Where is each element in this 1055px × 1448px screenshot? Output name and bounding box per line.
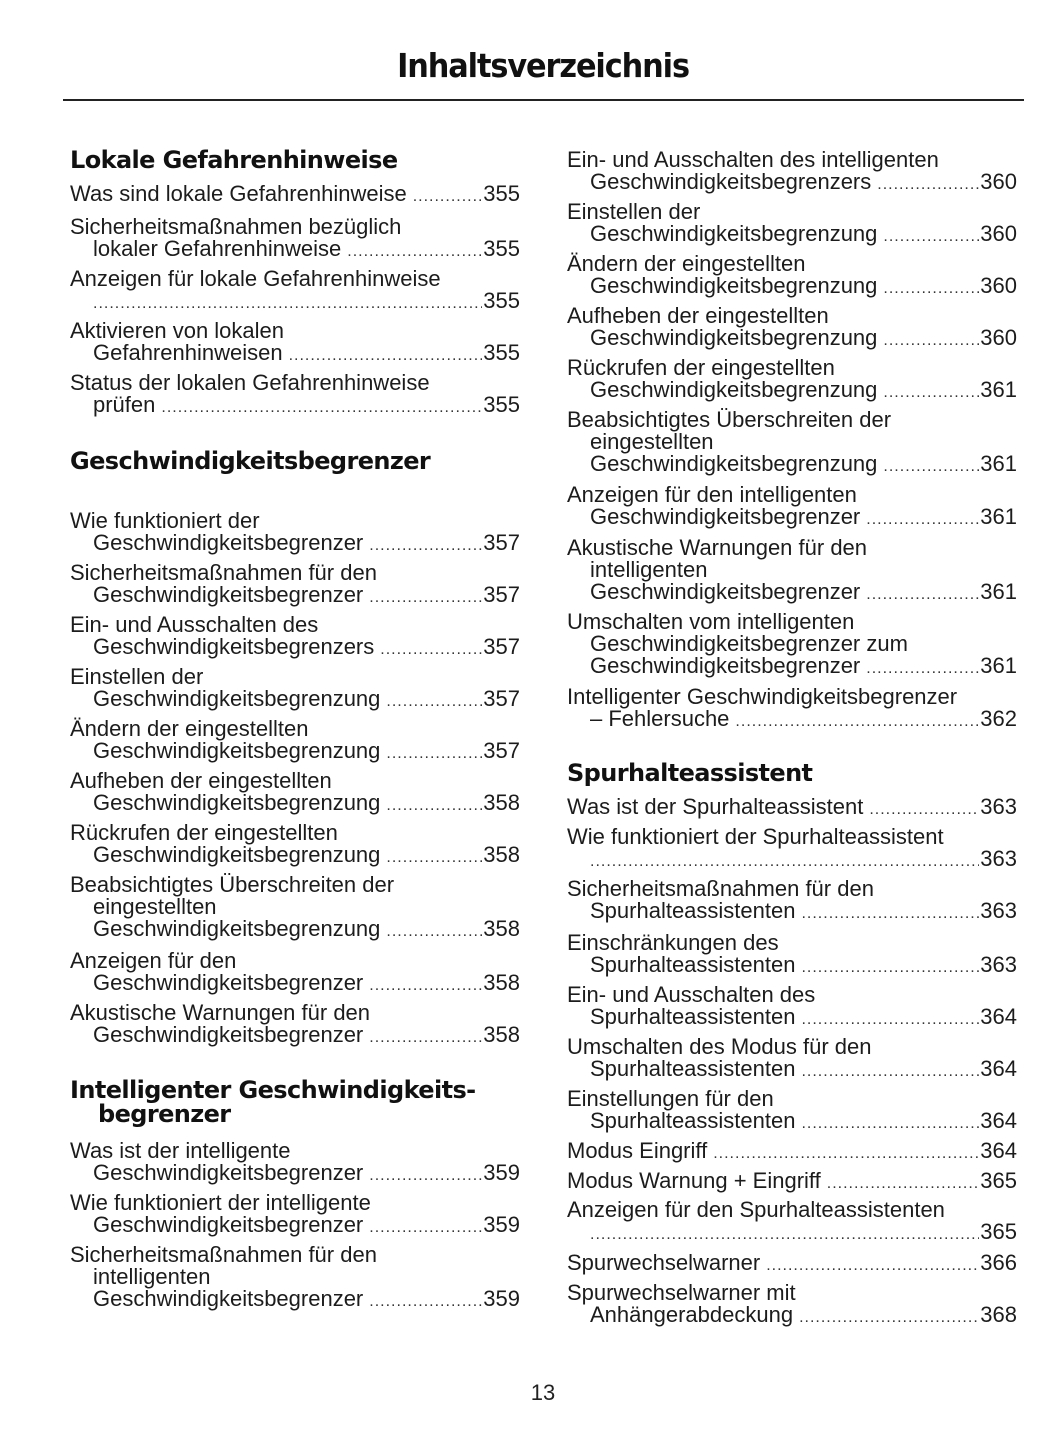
page-reference[interactable]: 363 xyxy=(980,846,1017,871)
toc-entry-wie-funktioniert-der-geschwindigkeitsbeg[interactable] xyxy=(70,510,520,557)
toc-entry-text: Spurhalteassistenten xyxy=(590,1056,796,1081)
dot-leader xyxy=(369,1027,482,1049)
toc-entry-text: lokaler Gefahrenhinweise xyxy=(93,236,342,261)
page-reference[interactable]: 357 xyxy=(483,530,520,555)
toc-entry-text: Geschwindigkeitsbegrenzung xyxy=(93,686,381,711)
toc-entry-text: Rückrufen der eingestellten xyxy=(70,820,338,845)
toc-entry-text: – Fehlersuche xyxy=(590,706,730,731)
toc-entry-text: Akustische Warnungen für den xyxy=(70,1000,371,1025)
dot-leader xyxy=(369,1291,482,1313)
toc-entry-anzeigen-fur-den-intelligenten-geschwind[interactable] xyxy=(567,484,1017,531)
toc-entry-leader-row xyxy=(567,1110,1017,1135)
toc-entry-text: Geschwindigkeitsbegrenzung xyxy=(590,273,878,298)
toc-entry-akustische-warnungen-fur-den-geschwindig[interactable] xyxy=(70,1002,520,1049)
toc-entry-text: Akustische Warnungen für den xyxy=(567,535,868,560)
section-heading-line: Spurhalteassistent xyxy=(567,759,813,787)
toc-entry-text: Einstellen der xyxy=(70,664,204,689)
toc-entry-text: Umschalten des Modus für den xyxy=(567,1034,872,1059)
dot-leader xyxy=(801,1009,979,1031)
dot-leader xyxy=(801,1113,979,1135)
toc-entry-ein-und-ausschalten-des-geschwindigkeits[interactable] xyxy=(70,614,520,661)
toc-entry-text: Was sind lokale Gefahrenhinweise xyxy=(70,181,407,206)
toc-entry-text: Wie funktioniert der Spurhalteassistent xyxy=(567,824,944,849)
page-reference[interactable]: 360 xyxy=(980,221,1017,246)
page-reference[interactable]: 358 xyxy=(483,790,520,815)
page-reference[interactable]: 361 xyxy=(980,579,1017,604)
toc-entry-leader-row xyxy=(70,972,520,997)
toc-entry-text: Spurhalteassistenten xyxy=(590,1108,796,1133)
toc-entry-leader-row xyxy=(70,342,520,367)
title-divider xyxy=(63,99,1024,101)
dot-leader xyxy=(866,509,979,531)
toc-entry-wie-funktioniert-der-intelligente-geschw[interactable] xyxy=(70,1192,520,1239)
toc-entry-text: Geschwindigkeitsbegrenzer xyxy=(93,1286,364,1311)
toc-entry-text: Sicherheitsmaßnahmen für den xyxy=(70,560,377,585)
toc-entry-leader-row xyxy=(70,290,520,315)
toc-entry-text: Geschwindigkeitsbegrenzer xyxy=(590,579,861,604)
toc-entry-text: prüfen xyxy=(93,392,156,417)
toc-entry-modus-eingriff[interactable] xyxy=(567,1140,1017,1165)
toc-entry-umschalten-des-modus-fur-den-spurhalteas[interactable] xyxy=(567,1036,1017,1083)
toc-entry-leader-row xyxy=(567,848,1017,873)
page-reference[interactable]: 357 xyxy=(483,686,520,711)
toc-entry-leader-row xyxy=(70,792,520,817)
dot-leader xyxy=(386,847,482,869)
section-heading-line: Intelligenter Geschwindigkeits- xyxy=(70,1076,476,1104)
toc-entry-sicherheitsmassnahmen-fur-den-spurhaltea[interactable] xyxy=(567,878,1017,925)
page-number: 13 xyxy=(530,1380,556,1405)
toc-entry-sicherheitsmassnahmen-fur-den-intelligen[interactable] xyxy=(70,1244,520,1313)
toc-entry-ein-und-ausschalten-des-intelligenten-ge[interactable] xyxy=(567,149,1017,196)
toc-entry-einschrankungen-des-spurhalteassistenten[interactable] xyxy=(567,932,1017,979)
dot-leader xyxy=(369,587,482,609)
toc-entry-text: Beabsichtigtes Überschreiten der xyxy=(70,872,395,897)
toc-entry-text: Beabsichtigtes Überschreiten der xyxy=(567,407,892,432)
toc-entry-text: Einstellungen für den xyxy=(567,1086,774,1111)
page-reference[interactable]: 363 xyxy=(980,794,1017,819)
dot-leader xyxy=(590,1224,979,1246)
toc-entry-text: Aktivieren von lokalen xyxy=(70,318,285,343)
toc-entry-text: Geschwindigkeitsbegrenzung xyxy=(93,916,381,941)
toc-entry-text: Geschwindigkeitsbegrenzer xyxy=(93,1160,364,1185)
toc-entry-leader-row xyxy=(567,581,1017,606)
toc-entry-beabsichtigtes-uberschreiten-der-eingest[interactable] xyxy=(70,874,520,943)
toc-entry-leader-row xyxy=(567,954,1017,979)
dot-leader xyxy=(289,345,483,367)
toc-entry-text: Geschwindigkeitsbegrenzer xyxy=(93,1022,364,1047)
page-reference[interactable]: 364 xyxy=(980,1108,1017,1133)
dot-leader xyxy=(386,743,482,765)
toc-entry-text: Geschwindigkeitsbegrenzer xyxy=(590,653,861,678)
toc-entry-text: Spurhalteassistenten xyxy=(590,898,796,923)
page-reference[interactable]: 355 xyxy=(483,288,520,313)
toc-entry-text: Geschwindigkeitsbegrenzung xyxy=(590,377,878,402)
dot-leader xyxy=(735,711,979,733)
toc-entry-text: Spurwechselwarner mit xyxy=(567,1280,796,1305)
toc-entry-text: Was ist der intelligente xyxy=(70,1138,291,1163)
toc-entry-leader-row xyxy=(70,183,520,208)
toc-entry-text: Geschwindigkeitsbegrenzer xyxy=(590,504,861,529)
page-reference[interactable]: 355 xyxy=(483,340,520,365)
toc-entry-spurwechselwarner[interactable] xyxy=(567,1252,1017,1277)
toc-entry-leader-row xyxy=(567,379,1017,404)
toc-entry-ruckrufen-der-eingestellten-geschwindigk[interactable] xyxy=(70,822,520,869)
page-reference[interactable]: 363 xyxy=(980,898,1017,923)
dot-leader xyxy=(386,691,482,713)
toc-entry-text: Ändern der eingestellten xyxy=(70,716,309,741)
toc-entry-text: Geschwindigkeitsbegrenzung xyxy=(93,842,381,867)
toc-entry-ein-und-ausschalten-des-spurhalteassiste[interactable] xyxy=(567,984,1017,1031)
toc-entry-leader-row xyxy=(70,1288,520,1313)
toc-entry-text: Geschwindigkeitsbegrenzer xyxy=(93,970,364,995)
toc-entry-text: Rückrufen der eingestellten xyxy=(567,355,835,380)
page-reference[interactable]: 364 xyxy=(980,1004,1017,1029)
toc-entry-leader-row xyxy=(70,238,520,263)
toc-entry-text: eingestellten xyxy=(590,429,714,454)
toc-entry-andern-der-eingestellten-geschwindigkeit[interactable] xyxy=(567,253,1017,300)
toc-entry-spurwechselwarner-mit-anhangerabdeckung[interactable] xyxy=(567,1282,1017,1329)
page-reference[interactable]: 365 xyxy=(980,1168,1017,1193)
dot-leader xyxy=(161,397,482,419)
toc-entry-text: Geschwindigkeitsbegrenzer zum xyxy=(590,631,908,656)
toc-entry-leader-row xyxy=(70,532,520,557)
dot-leader xyxy=(799,1307,979,1329)
toc-entry-text: Ein- und Ausschalten des xyxy=(567,982,816,1007)
toc-entry-akustische-warnungen-fur-den-intelligent[interactable] xyxy=(567,537,1017,606)
page-reference[interactable]: 362 xyxy=(980,706,1017,731)
toc-entry-text: Umschalten vom intelligenten xyxy=(567,609,855,634)
toc-entry-was-ist-der-intelligente-geschwindigkeit[interactable] xyxy=(70,1140,520,1187)
toc-entry-text: Aufheben der eingestellten xyxy=(567,303,829,328)
section-heading-line: Geschwindigkeitsbegrenzer xyxy=(70,447,431,475)
section-heading xyxy=(567,761,812,785)
toc-entry-text: Anzeigen für den xyxy=(70,948,237,973)
dot-leader xyxy=(827,1173,980,1195)
dot-leader xyxy=(369,975,482,997)
toc-entry-text: Aufheben der eingestellten xyxy=(70,768,332,793)
toc-entry-text: Sicherheitsmaßnahmen bezüglich xyxy=(70,214,402,239)
dot-leader xyxy=(801,957,979,979)
page-reference[interactable]: 360 xyxy=(980,325,1017,350)
dot-leader xyxy=(883,278,979,300)
page-reference[interactable]: 359 xyxy=(483,1286,520,1311)
toc-entry-leader-row xyxy=(567,900,1017,925)
section-heading-line: Lokale Gefahrenhinweise xyxy=(70,146,398,174)
toc-entry-einstellen-der-geschwindigkeitsbegrenzun[interactable] xyxy=(70,666,520,713)
toc-entry-text: Geschwindigkeitsbegrenzung xyxy=(590,325,878,350)
dot-leader xyxy=(883,382,979,404)
page-reference[interactable]: 361 xyxy=(980,653,1017,678)
toc-entry-leader-row xyxy=(70,1024,520,1049)
page-reference[interactable]: 357 xyxy=(483,738,520,763)
toc-entry-sicherheitsmassnahmen-bezuglich-lokaler-[interactable] xyxy=(70,216,520,263)
dot-leader xyxy=(369,1217,482,1239)
dot-leader xyxy=(766,1255,979,1277)
toc-entry-leader-row xyxy=(567,1304,1017,1329)
page-reference[interactable]: 361 xyxy=(980,504,1017,529)
toc-entry-text: Status der lokalen Gefahrenhinweise xyxy=(70,370,430,395)
page-reference[interactable]: 355 xyxy=(483,181,520,206)
dot-leader xyxy=(869,799,979,821)
toc-entry-text: Geschwindigkeitsbegrenzers xyxy=(590,169,872,194)
page-reference[interactable]: 358 xyxy=(483,970,520,995)
dot-leader xyxy=(883,456,979,478)
dot-leader xyxy=(386,921,482,943)
toc-entry-text: Sicherheitsmaßnahmen für den xyxy=(70,1242,377,1267)
toc-entry-anzeigen-fur-den-spurhalteassistenten[interactable] xyxy=(567,1199,1017,1246)
toc-entry-leader-row xyxy=(70,1214,520,1239)
page-reference[interactable]: 360 xyxy=(980,273,1017,298)
toc-entry-andern-der-eingestellten-geschwindigkeit[interactable] xyxy=(70,718,520,765)
toc-entry-leader-row xyxy=(70,636,520,661)
toc-entry-text: Geschwindigkeitsbegrenzung xyxy=(93,738,381,763)
page-reference[interactable]: 363 xyxy=(980,952,1017,977)
page-reference[interactable]: 368 xyxy=(980,1302,1017,1327)
toc-entry-einstellen-der-geschwindigkeitsbegrenzun[interactable] xyxy=(567,201,1017,248)
toc-entry-text: Spurwechselwarner xyxy=(567,1250,761,1275)
page-reference[interactable]: 358 xyxy=(483,916,520,941)
toc-entry-leader-row xyxy=(567,171,1017,196)
dot-leader xyxy=(347,241,482,263)
page-reference[interactable]: 355 xyxy=(483,392,520,417)
toc-entry-leader-row xyxy=(567,275,1017,300)
toc-entry-leader-row xyxy=(567,223,1017,248)
page-reference[interactable]: 365 xyxy=(980,1219,1017,1244)
page-reference[interactable]: 355 xyxy=(483,236,520,261)
section-heading xyxy=(70,148,398,172)
toc-entry-text: Geschwindigkeitsbegrenzung xyxy=(590,451,878,476)
toc-entry-beabsichtigtes-uberschreiten-der-eingest[interactable] xyxy=(567,409,1017,478)
toc-entry-leader-row xyxy=(567,327,1017,352)
section-heading xyxy=(70,1078,476,1126)
page-reference[interactable]: 357 xyxy=(483,634,520,659)
toc-entry-aufheben-der-eingestellten-geschwindigke[interactable] xyxy=(70,770,520,817)
toc-entry-text: Anzeigen für den Spurhalteassistenten xyxy=(567,1197,945,1222)
toc-entry-was-ist-der-spurhalteassistent[interactable] xyxy=(567,796,1017,821)
dot-leader xyxy=(369,1165,482,1187)
toc-entry-text: Modus Warnung + Eingriff xyxy=(567,1168,821,1193)
dot-leader xyxy=(883,330,979,352)
toc-entry-text: intelligenten xyxy=(93,1264,211,1289)
page-reference[interactable]: 357 xyxy=(483,582,520,607)
toc-entry-text: Geschwindigkeitsbegrenzung xyxy=(93,790,381,815)
dot-leader xyxy=(380,639,482,661)
toc-entry-text: Spurhalteassistenten xyxy=(590,952,796,977)
toc-entry-status-der-lokalen-gefahrenhinweise-pruf[interactable] xyxy=(70,372,520,419)
toc-entry-modus-warnung-eingriff[interactable] xyxy=(567,1170,1017,1195)
toc-entry-text: Geschwindigkeitsbegrenzer xyxy=(93,582,364,607)
toc-entry-anzeigen-fur-lokale-gefahrenhinweise[interactable] xyxy=(70,268,520,315)
toc-entry-text: Anzeigen für lokale Gefahrenhinweise xyxy=(70,266,441,291)
toc-entry-leader-row xyxy=(567,708,1017,733)
toc-entry-leader-row xyxy=(567,1252,1017,1277)
dot-leader xyxy=(713,1143,979,1165)
toc-entry-leader-row xyxy=(70,584,520,609)
toc-entry-text: Wie funktioniert der xyxy=(70,508,260,533)
toc-entry-leader-row xyxy=(70,740,520,765)
toc-entry-text: Einstellen der xyxy=(567,199,701,224)
toc-entry-leader-row xyxy=(567,1221,1017,1246)
toc-entry-leader-row xyxy=(567,453,1017,478)
toc-entry-text: Anzeigen für den intelligenten xyxy=(567,482,857,507)
page-reference[interactable]: 359 xyxy=(483,1160,520,1185)
toc-entry-ruckrufen-der-eingestellten-geschwindigk[interactable] xyxy=(567,357,1017,404)
toc-entry-text: Was ist der Spurhalteassistent xyxy=(567,794,864,819)
toc-entry-leader-row xyxy=(567,796,1017,821)
page-reference[interactable]: 364 xyxy=(980,1138,1017,1163)
page-reference[interactable]: 358 xyxy=(483,842,520,867)
toc-entry-text: Einschränkungen des xyxy=(567,930,779,955)
toc-entry-leader-row xyxy=(70,688,520,713)
toc-entry-sicherheitsmassnahmen-fur-den-geschwindi[interactable] xyxy=(70,562,520,609)
dot-leader xyxy=(883,226,979,248)
page-reference[interactable]: 359 xyxy=(483,1212,520,1237)
page-reference[interactable]: 364 xyxy=(980,1056,1017,1081)
dot-leader xyxy=(386,795,482,817)
dot-leader xyxy=(590,851,979,873)
toc-entry-wie-funktioniert-der-spurhalteassistent[interactable] xyxy=(567,826,1017,873)
dot-leader xyxy=(866,584,979,606)
dot-leader xyxy=(877,174,979,196)
toc-entry-leader-row xyxy=(70,394,520,419)
dot-leader xyxy=(413,186,483,208)
toc-entry-umschalten-vom-intelligenten-geschwindig[interactable] xyxy=(567,611,1017,680)
section-heading-line: begrenzer xyxy=(98,1100,231,1128)
toc-entry-einstellungen-fur-den-spurhalteassistent[interactable] xyxy=(567,1088,1017,1135)
toc-entry-text: Intelligenter Geschwindigkeitsbegrenzer xyxy=(567,684,958,709)
toc-entry-text: Geschwindigkeitsbegrenzer xyxy=(93,1212,364,1237)
toc-entry-text: Wie funktioniert der intelligente xyxy=(70,1190,371,1215)
toc-entry-leader-row xyxy=(70,844,520,869)
page-reference[interactable]: 361 xyxy=(980,451,1017,476)
toc-entry-leader-row xyxy=(567,1140,1017,1165)
toc-entry-text: Anhängerabdeckung xyxy=(590,1302,794,1327)
toc-entry-intelligenter-geschwindigkeitsbegrenzer-[interactable] xyxy=(567,686,1017,733)
page-reference[interactable]: 361 xyxy=(980,377,1017,402)
toc-entry-was-sind-lokale-gefahrenhinweise[interactable] xyxy=(70,183,520,208)
toc-entry-text: Gefahrenhinweisen xyxy=(93,340,283,365)
toc-entry-leader-row xyxy=(567,506,1017,531)
toc-entry-leader-row xyxy=(567,655,1017,680)
toc-entry-aufheben-der-eingestellten-geschwindigke[interactable] xyxy=(567,305,1017,352)
toc-entry-text: eingestellten xyxy=(93,894,217,919)
toc-entry-leader-row xyxy=(567,1058,1017,1083)
toc-entry-text: intelligenten xyxy=(590,557,708,582)
page-reference[interactable]: 360 xyxy=(980,169,1017,194)
toc-entry-text: Ändern der eingestellten xyxy=(567,251,806,276)
toc-entry-text: Geschwindigkeitsbegrenzung xyxy=(590,221,878,246)
toc-entry-leader-row xyxy=(70,918,520,943)
toc-entry-text: Geschwindigkeitsbegrenzers xyxy=(93,634,375,659)
dot-leader xyxy=(866,658,979,680)
toc-entry-text: Modus Eingriff xyxy=(567,1138,708,1163)
toc-entry-text: Ein- und Ausschalten des intelligenten xyxy=(567,147,939,172)
page-title: Inhaltsverzeichnis xyxy=(397,46,689,85)
toc-entry-anzeigen-fur-den-geschwindigkeitsbegrenz[interactable] xyxy=(70,950,520,997)
toc-entry-aktivieren-von-lokalen-gefahrenhinweisen[interactable] xyxy=(70,320,520,367)
dot-leader xyxy=(801,903,979,925)
section-heading xyxy=(70,449,430,473)
toc-entry-leader-row xyxy=(567,1170,1017,1195)
toc-entry-text: Spurhalteassistenten xyxy=(590,1004,796,1029)
toc-entry-text: Geschwindigkeitsbegrenzer xyxy=(93,530,364,555)
dot-leader xyxy=(801,1061,979,1083)
page-reference[interactable]: 358 xyxy=(483,1022,520,1047)
dot-leader xyxy=(93,293,482,315)
page-reference[interactable]: 366 xyxy=(980,1250,1017,1275)
toc-entry-text: Sicherheitsmaßnahmen für den xyxy=(567,876,874,901)
toc-entry-leader-row xyxy=(70,1162,520,1187)
dot-leader xyxy=(369,535,482,557)
toc-entry-text: Ein- und Ausschalten des xyxy=(70,612,319,637)
toc-entry-leader-row xyxy=(567,1006,1017,1031)
